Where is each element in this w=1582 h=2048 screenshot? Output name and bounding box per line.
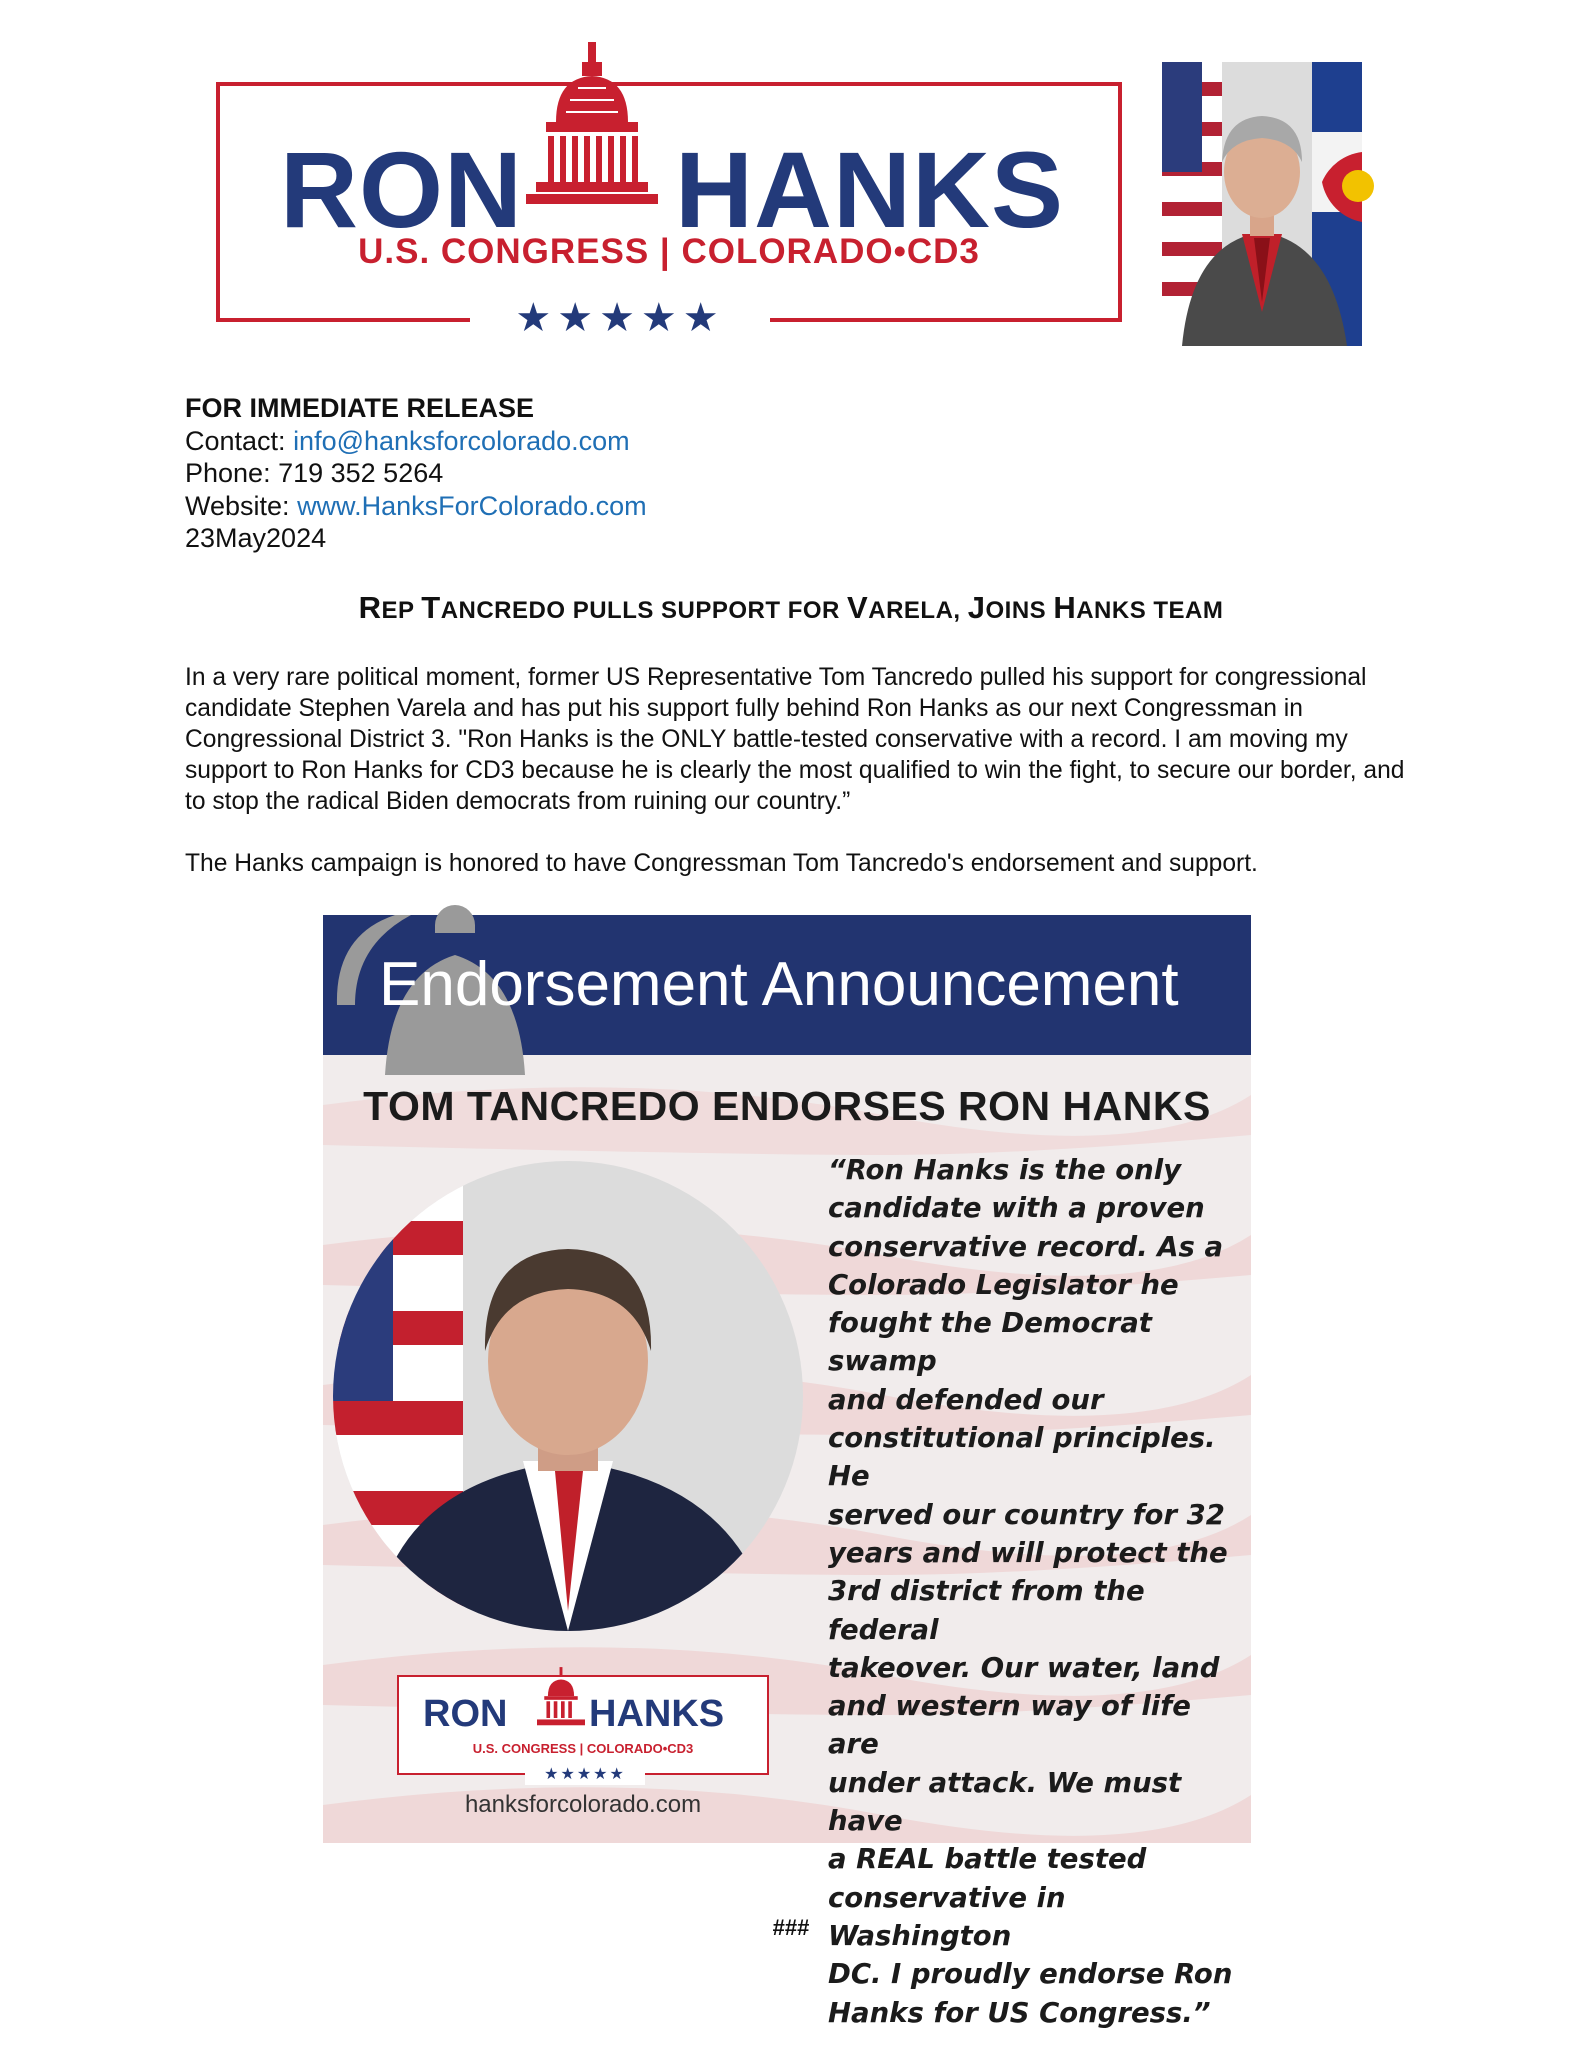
phone-line xyxy=(185,457,647,490)
mini-logo-subtitle: U.S. CONGRESS | COLORADO•CD3 xyxy=(472,1741,694,1756)
contact-label: Contact: xyxy=(185,425,294,456)
contact-line xyxy=(185,425,647,458)
capitol-dome-icon xyxy=(526,42,658,212)
phone-label: Phone: xyxy=(185,458,279,488)
logo-stars: ★★★★★ xyxy=(470,298,770,338)
website-line xyxy=(185,490,647,523)
website-label: Website: xyxy=(185,490,298,521)
headline-cap: J xyxy=(967,590,986,625)
press-release-headline xyxy=(0,590,1582,626)
capitol-dome-icon xyxy=(537,1667,585,1729)
logo-first-name: RON xyxy=(280,129,523,250)
release-label: FOR IMMEDIATE RELEASE xyxy=(185,393,535,423)
campaign-logo xyxy=(216,82,1122,340)
headline-cap: R xyxy=(358,590,382,625)
endorsement-graphic xyxy=(323,915,1251,2029)
body-paragraph-1: In a very rare political moment, former US Representative Tom Tancredo pulled his support for congressional candidate Stephen Varela and has put his support fully behind Ron Hanks as our next Congressman in Congressional District 3. "Ron Hanks is the ONLY battle-tested conservative with a record. I am moving my support to Ron Hanks for CD3 because he is clearly the most qualified to win the fight, to secure our border, and to stop the radical Biden democrats from ruining our country.” xyxy=(185,664,1405,815)
headline-cap: H xyxy=(1053,590,1077,625)
headline-rest: ANCREDO PULLS SUPPORT FOR xyxy=(440,597,848,624)
headline-rest: EP xyxy=(381,597,422,624)
mini-campaign-logo xyxy=(397,1675,769,1783)
headline-rest: ARELA, xyxy=(868,597,968,624)
headline-cap: V xyxy=(847,590,869,625)
ron-hanks-portrait xyxy=(1162,62,1362,346)
website-link[interactable]: www.HanksForColorado.com xyxy=(297,490,647,521)
banner-title: Endorsement Announcement xyxy=(379,950,1179,1019)
endorsement-quote: “Ron Hanks is the only candidate with a proven conservative record. As a Colorado Legislator he fought the Democrat swamp and defended our constitutional principles. He served our country for 32 years and will protect the 3rd district from the federal takeover. Our water, land and western way of life are under attack. We must have a REAL battle tested conservative in Washington DC. I proudly endorse Ron Hanks for US Congress.” xyxy=(828,1154,1233,2029)
graphic-website: hanksforcolorado.com xyxy=(464,1791,702,1818)
headline-cap: T xyxy=(421,590,441,625)
headline-rest: OINS xyxy=(985,597,1054,624)
endorsement-title: TOM TANCREDO ENDORSES RON HANKS xyxy=(363,1083,1211,1129)
release-info xyxy=(185,392,647,555)
mini-logo-last-name: HANKS xyxy=(589,1693,725,1735)
logo-last-name: HANKS xyxy=(675,129,1065,250)
release-date: 23May2024 xyxy=(185,523,327,553)
tom-tancredo-portrait xyxy=(333,1161,803,1631)
end-mark: ### xyxy=(772,1915,810,1940)
headline-rest: ANKS TEAM xyxy=(1076,597,1224,624)
phone-number: 719 352 5264 xyxy=(278,458,444,488)
body-paragraph-2: The Hanks campaign is honored to have Congressman Tom Tancredo's endorsement and support. xyxy=(185,850,1258,877)
mini-logo-first-name: RON xyxy=(423,1693,508,1735)
logo-subtitle: U.S. CONGRESS | COLORADO•CD3 xyxy=(358,232,980,271)
mini-logo-stars: ★★★★★ xyxy=(525,1765,645,1785)
contact-email-link[interactable]: info@hanksforcolorado.com xyxy=(293,425,630,456)
